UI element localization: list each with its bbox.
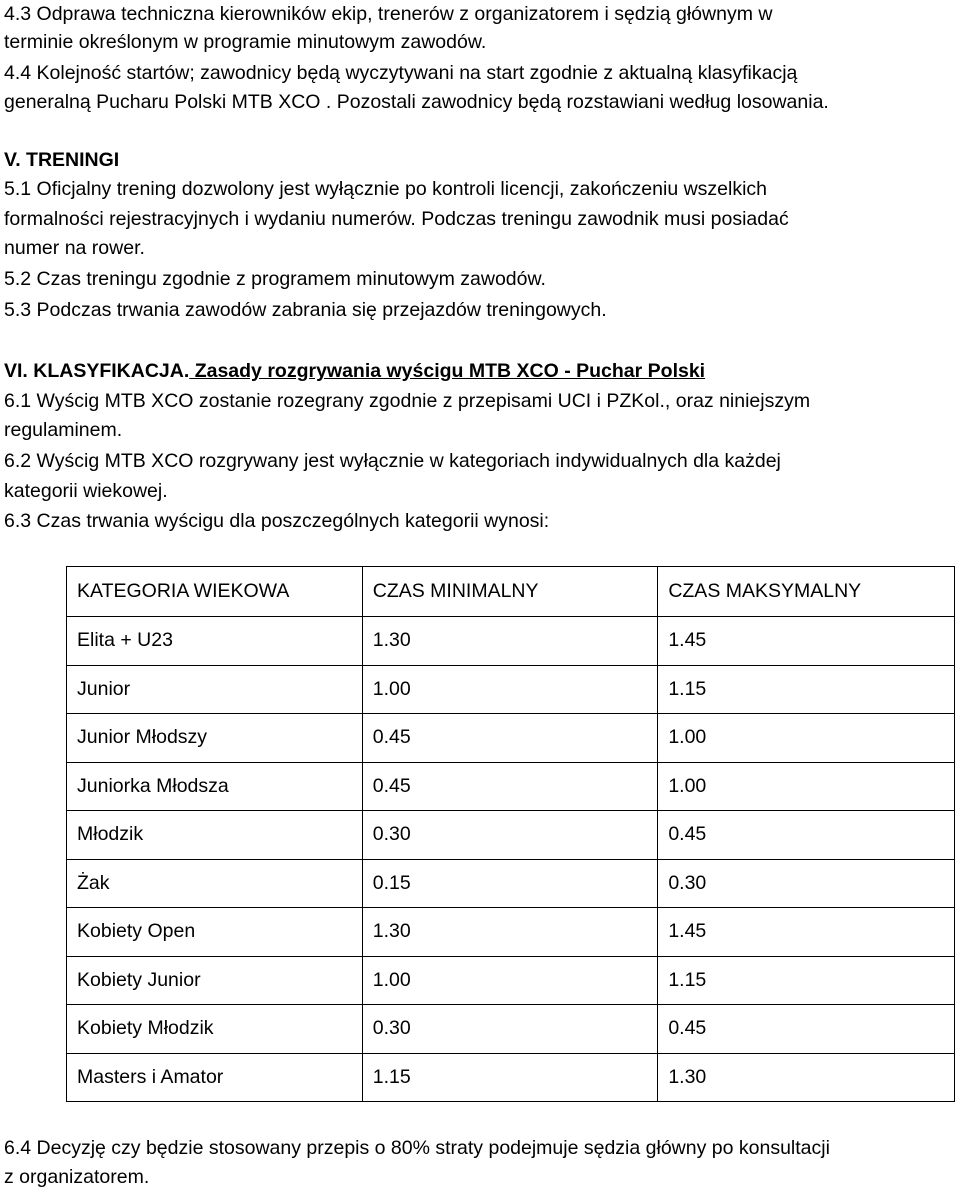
header-max-time: CZAS MAKSYMALNY <box>658 567 955 617</box>
category-cell: Kobiety Junior <box>67 956 363 1005</box>
table-row <box>67 714 955 763</box>
header-min-time: CZAS MINIMALNY <box>362 567 658 617</box>
max-time-cell: 1.15 <box>658 665 955 714</box>
table-row <box>67 665 955 714</box>
paragraph-6-2: 6.2 Wyścig MTB XCO rozgrywany jest wyłącznie w kategoriach indywidualnych dla każdej <box>4 450 781 472</box>
table-row <box>67 908 955 957</box>
max-time-cell: 1.45 <box>658 617 955 666</box>
paragraph-4-3: 4.3 Odprawa techniczna kierowników ekip, trenerów z organizatorem i sędzią głównym w <box>4 3 773 25</box>
section-heading-klasyfikacja <box>4 357 956 386</box>
min-time-cell: 1.30 <box>362 617 658 666</box>
paragraph-6-4: 6.4 Decyzję czy będzie stosowany przepis o 80% straty podejmuje sędzia główny po konsultacji <box>4 1137 830 1159</box>
category-cell: Junior Młodszy <box>67 714 363 763</box>
category-cell: Kobiety Open <box>67 908 363 957</box>
paragraph-5-1-cont: formalności rejestracyjnych i wydaniu numerów. Podczas treningu zawodnik musi posiadać <box>4 208 789 230</box>
max-time-cell: 1.00 <box>658 762 955 811</box>
paragraph-6-1-cont: regulaminem. <box>4 419 123 441</box>
min-time-cell: 0.15 <box>362 859 658 908</box>
category-cell: Masters i Amator <box>67 1053 363 1102</box>
paragraph-5-1-cont2: numer na rower. <box>4 237 145 259</box>
max-time-cell: 1.45 <box>658 908 955 957</box>
paragraph-4-4-cont: generalną Pucharu Polski MTB XCO . Pozostali zawodnicy będą rozstawiani według losowania. <box>4 91 829 113</box>
table-row <box>67 956 955 1005</box>
table-row <box>67 859 955 908</box>
max-time-cell: 0.45 <box>658 811 955 860</box>
category-cell: Junior <box>67 665 363 714</box>
category-cell: Młodzik <box>67 811 363 860</box>
max-time-cell: 1.00 <box>658 714 955 763</box>
section-heading-klasyfikacja-title: Zasady rozgrywania wyścigu MTB XCO - Puchar Polski <box>189 360 706 382</box>
min-time-cell: 1.15 <box>362 1053 658 1102</box>
paragraph-6-1: 6.1 Wyścig MTB XCO zostanie rozegrany zgodnie z przepisami UCI i PZKol., oraz niniejszym <box>4 390 811 412</box>
paragraph-5-2: 5.2 Czas treningu zgodnie z programem minutowym zawodów. <box>4 268 546 290</box>
section-heading-klasyfikacja-number: VI. KLASYFIKACJA. <box>4 360 190 382</box>
paragraph-5-1: 5.1 Oficjalny trening dozwolony jest wyłącznie po kontroli licencji, zakończeniu wszelkich <box>4 178 768 200</box>
min-time-cell: 0.30 <box>362 811 658 860</box>
table-row <box>67 811 955 860</box>
paragraph-6-3: 6.3 Czas trwania wyścigu dla poszczególnych kategorii wynosi: <box>4 510 550 532</box>
min-time-cell: 0.30 <box>362 1005 658 1054</box>
table-row <box>67 1005 955 1054</box>
race-duration-table <box>66 566 955 1102</box>
min-time-cell: 1.00 <box>362 665 658 714</box>
header-category: KATEGORIA WIEKOWA <box>67 567 363 617</box>
max-time-cell: 1.30 <box>658 1053 955 1102</box>
paragraph-5-3: 5.3 Podczas trwania zawodów zabrania się przejazdów treningowych. <box>4 299 607 321</box>
max-time-cell: 0.45 <box>658 1005 955 1054</box>
category-cell: Juniorka Młodsza <box>67 762 363 811</box>
table-row <box>67 617 955 666</box>
min-time-cell: 1.30 <box>362 908 658 957</box>
category-cell: Elita + U23 <box>67 617 363 666</box>
min-time-cell: 1.00 <box>362 956 658 1005</box>
paragraph-6-2-cont: kategorii wiekowej. <box>4 480 168 502</box>
table-row <box>67 762 955 811</box>
min-time-cell: 0.45 <box>362 714 658 763</box>
paragraph-6-4-cont: z organizatorem. <box>4 1166 150 1188</box>
max-time-cell: 1.15 <box>658 956 955 1005</box>
paragraph-4-4: 4.4 Kolejność startów; zawodnicy będą wyczytywani na start zgodnie z aktualną klasyfikacją <box>4 62 798 84</box>
category-cell: Żak <box>67 859 363 908</box>
min-time-cell: 0.45 <box>362 762 658 811</box>
section-heading-treningi: V. TRENINGI <box>4 149 120 171</box>
max-time-cell: 0.30 <box>658 859 955 908</box>
table-row <box>67 1053 955 1102</box>
paragraph-4-3-cont: terminie określonym w programie minutowym zawodów. <box>4 31 487 53</box>
table-header-row <box>67 567 955 617</box>
category-cell: Kobiety Młodzik <box>67 1005 363 1054</box>
